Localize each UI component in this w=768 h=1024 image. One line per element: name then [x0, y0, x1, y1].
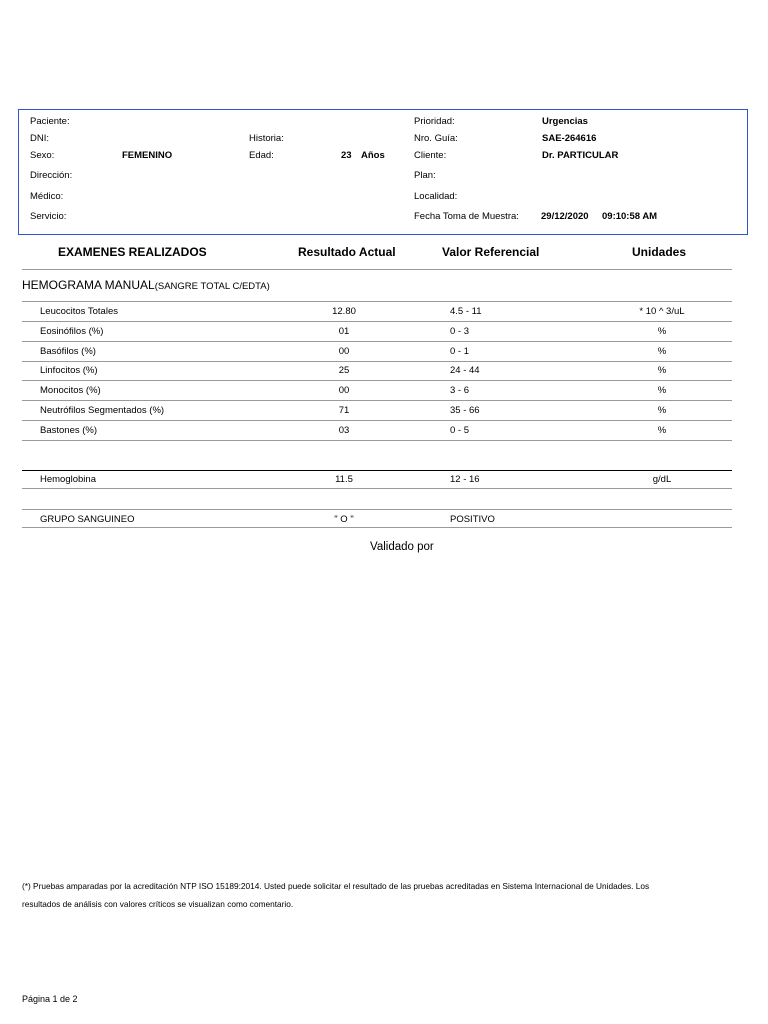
section-title-main: HEMOGRAMA MANUAL: [22, 278, 155, 292]
col-header-unidades: Unidades: [632, 245, 687, 259]
table-row: [0, 382, 768, 401]
prioridad-value: Urgencias: [542, 116, 588, 127]
dni-label: DNI:: [30, 133, 49, 144]
patient-info-box: [18, 109, 748, 235]
prioridad-label: Prioridad:: [414, 116, 455, 127]
footnote-line-1: (*) Pruebas amparadas por la acreditación NTP ISO 15189:2014. Usted puede solicitar el resultado de las pruebas acreditadas en Sistema Internacional de Unidades. Los: [22, 881, 650, 891]
row-divider: [22, 527, 732, 528]
exam-reference: 12 - 16: [450, 474, 480, 485]
row-divider: [22, 341, 732, 342]
edad-label: Edad:: [249, 150, 274, 161]
row-divider: [22, 400, 732, 401]
exam-name: Hemoglobina: [40, 474, 96, 485]
row-divider: [22, 440, 732, 441]
exam-result: " O ": [334, 514, 354, 525]
row-divider: [22, 420, 732, 421]
exam-result: 12.80: [332, 306, 356, 317]
medico-label: Médico:: [30, 191, 64, 202]
exam-name: Eosinófilos (%): [40, 326, 104, 337]
exam-result: 03: [338, 425, 350, 436]
exam-reference: 3 - 6: [450, 385, 470, 396]
col-header-referencial: Valor Referencial: [442, 245, 540, 259]
section-divider: [22, 301, 732, 302]
exam-reference: POSITIVO: [450, 514, 495, 525]
exam-reference: 24 - 44: [450, 365, 480, 376]
exam-reference: 0 - 1: [450, 346, 470, 357]
section-title-sub: (SANGRE TOTAL C/EDTA): [154, 281, 270, 292]
footnote-line-2: resultados de análisis con valores críticos se visualizan como comentario.: [22, 899, 294, 909]
historia-label: Historia:: [249, 133, 284, 144]
table-row: [0, 362, 768, 381]
exam-name: Leucocitos Totales: [40, 306, 118, 317]
exam-unit: %: [657, 405, 667, 416]
grupo-top-divider: [22, 509, 732, 510]
paciente-label: Paciente:: [30, 116, 70, 127]
table-row: [0, 343, 768, 362]
exam-name: Neutrófilos Segmentados (%): [40, 405, 165, 416]
exam-unit: %: [657, 346, 667, 357]
servicio-label: Servicio:: [30, 211, 67, 222]
exam-name: GRUPO SANGUINEO: [40, 514, 135, 525]
page-number: Página 1 de 2: [22, 994, 78, 1004]
edad-unit: Años: [361, 150, 385, 161]
row-divider: [22, 380, 732, 381]
exam-unit: %: [657, 385, 667, 396]
col-header-resultado: Resultado Actual: [298, 245, 396, 259]
exam-name: Basófilos (%): [40, 346, 96, 357]
exam-result: 00: [338, 346, 350, 357]
exam-unit: %: [657, 326, 667, 337]
exam-unit: g/dL: [652, 474, 672, 485]
fecha-time: 09:10:58 AM: [602, 211, 658, 222]
exam-reference: 35 - 66: [450, 405, 480, 416]
table-row: [0, 422, 768, 441]
localidad-label: Localidad:: [414, 191, 458, 202]
edad-value: 23: [341, 150, 352, 161]
exam-unit: %: [657, 365, 667, 376]
cliente-label: Cliente:: [414, 150, 447, 161]
table-row: [0, 303, 768, 322]
exam-reference: 4.5 - 11: [450, 306, 482, 317]
exam-result: 01: [338, 326, 350, 337]
direccion-label: Dirección:: [30, 170, 73, 181]
cliente-value: Dr. PARTICULAR: [542, 150, 619, 161]
fecha-label: Fecha Toma de Muestra:: [414, 211, 519, 222]
exam-unit: * 10 ^ 3/uL: [639, 306, 685, 317]
header-divider: [22, 269, 732, 270]
exam-name: Bastones (%): [40, 425, 98, 436]
exam-reference: 0 - 3: [450, 326, 470, 337]
sexo-value: FEMENINO: [122, 150, 173, 161]
guia-value: SAE-264616: [542, 133, 597, 144]
guia-label: Nro. Guía:: [414, 133, 458, 144]
exam-result: 00: [338, 385, 350, 396]
row-divider: [22, 488, 732, 489]
exam-result: 71: [338, 405, 350, 416]
exam-name: Linfocitos (%): [40, 365, 98, 376]
col-header-examenes: EXAMENES REALIZADOS: [58, 245, 207, 259]
exam-reference: 0 - 5: [450, 425, 470, 436]
table-row: [0, 323, 768, 342]
row-divider: [22, 321, 732, 322]
section-title: [22, 278, 270, 292]
fecha-date: 29/12/2020: [541, 211, 589, 222]
exam-result: 11.5: [335, 474, 353, 485]
sexo-label: Sexo:: [30, 150, 55, 161]
exam-name: Monocitos (%): [40, 385, 101, 396]
validated-by: Validado por: [370, 541, 434, 553]
plan-label: Plan:: [414, 170, 436, 181]
exam-result: 25: [338, 365, 350, 376]
exam-unit: %: [657, 425, 667, 436]
table-row: [0, 402, 768, 421]
